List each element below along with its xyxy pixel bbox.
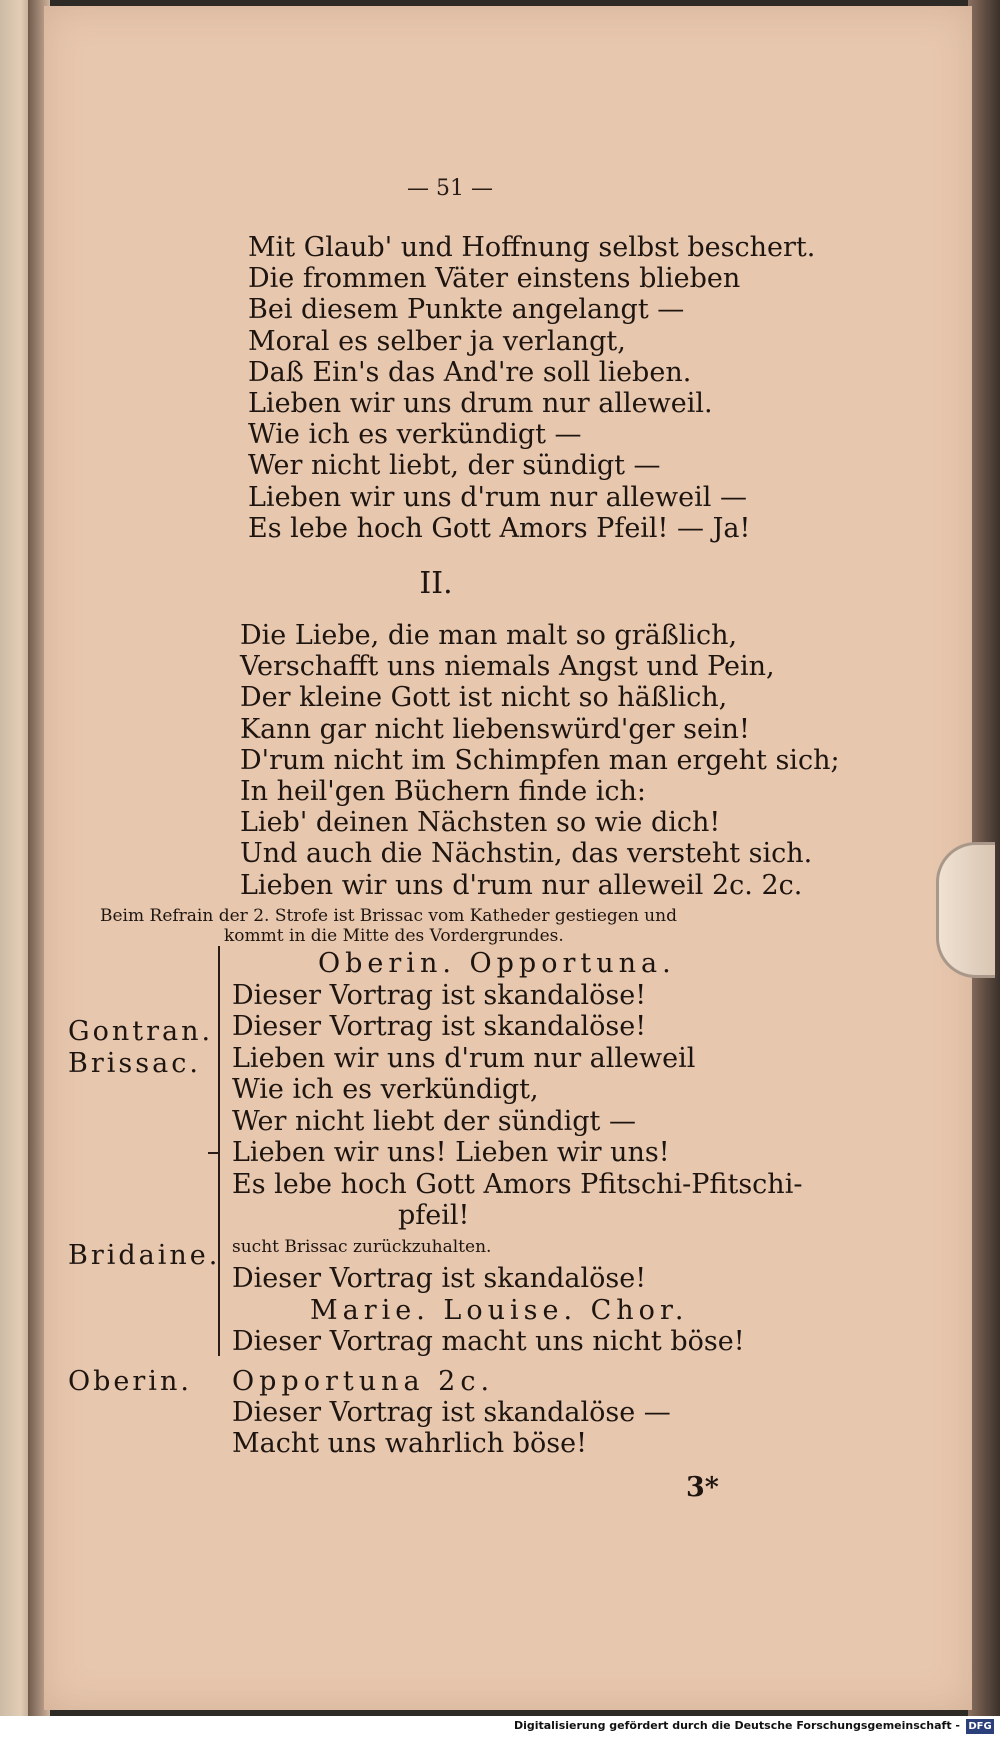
verse-line: Dieser Vortrag ist skandalöse —: [232, 1397, 671, 1429]
verse-line: Kann gar nicht liebenswürd'ger sein!: [240, 713, 750, 745]
verse-line: Dieser Vortrag ist skandalöse!: [232, 1263, 647, 1294]
verse-line: Mit Glaub' und Hoffnung selbst beschert.: [248, 232, 816, 263]
direction-line: kommt in die Mitte des Vordergrundes.: [224, 926, 564, 946]
page-number: — 51 —: [407, 176, 493, 201]
verse-line: Die frommen Väter einstens blieben: [248, 263, 741, 295]
verse-line: D'rum nicht im Schimpfen man ergeht sich;: [240, 744, 840, 776]
verse-line: Die Liebe, die man malt so gräßlich,: [240, 620, 738, 651]
verse-line: Und auch die Nächstin, das versteht sich.: [240, 838, 813, 870]
stanza-2: [240, 620, 840, 901]
verse-line: In heil'gen Büchern finde ich:: [240, 775, 647, 807]
verse-line: Wie ich es verkündigt —: [248, 419, 582, 451]
verse-line: Lieben wir uns d'rum nur alleweil 2c. 2c.: [240, 869, 803, 901]
footer-credit: Digitalisierung gefördert durch die Deutsche Forschungsgemeinschaft -: [513, 1719, 960, 1732]
verse-line: Es lebe hoch Gott Amors Pfeil! — Ja!: [248, 512, 751, 544]
speaker-bridaine: Bridaine.: [68, 1240, 221, 1271]
stanza-heading: II.: [419, 566, 453, 601]
verse-line: Wer nicht liebt der sündigt —: [232, 1105, 636, 1137]
stanza-1: [248, 232, 815, 544]
stage-direction-inline: sucht Brissac zurückzuhalten.: [232, 1236, 492, 1257]
verse-line: Lieben wir uns d'rum nur alleweil: [232, 1042, 696, 1074]
verse-line: Macht uns wahrlich böse!: [232, 1428, 587, 1460]
speaker-brissac: Brissac.: [68, 1048, 201, 1079]
speaker-gontran: Gontran.: [68, 1016, 214, 1047]
verse-line: Wie ich es verkündigt,: [232, 1074, 539, 1105]
verse-line: pfeil!: [398, 1200, 470, 1231]
dfg-logo-icon: DFG: [966, 1719, 994, 1734]
verse-line: Wer nicht liebt, der sündigt —: [248, 450, 661, 482]
verse-line: Moral es selber ja verlangt,: [248, 325, 626, 357]
sheet-signature: 3*: [686, 1472, 719, 1503]
verse-line: Es lebe hoch Gott Amors Pfitschi-Pfitschi-: [232, 1168, 803, 1200]
verse-line: Lieben wir uns d'rum nur alleweil —: [248, 481, 747, 513]
verse-line: Lieb' deinen Nächsten so wie dich!: [240, 807, 721, 839]
verse-line: Lieben wir uns drum nur alleweil.: [248, 387, 713, 419]
verse-line: Verschafft uns niemals Angst und Pein,: [240, 651, 775, 683]
verse-line: Daß Ein's das And're soll lieben.: [248, 356, 692, 388]
speaker-oberin: Oberin.: [68, 1366, 192, 1397]
ensemble-header: Oberin. Opportuna.: [318, 948, 676, 979]
verse-line: Dieser Vortrag macht uns nicht böse!: [232, 1326, 745, 1357]
ensemble-brace-point: [208, 1152, 220, 1154]
verse-line: Dieser Vortrag ist skandalöse!: [232, 1011, 647, 1042]
stage-direction: [100, 906, 677, 946]
ensemble-block: [232, 948, 802, 1358]
direction-line: Beim Refrain der 2. Strofe ist Brissac vom Katheder gestiegen und: [100, 906, 677, 926]
ensemble-header: Marie. Louise. Chor.: [310, 1294, 689, 1326]
paper-clip: [936, 842, 995, 978]
verse-line: Bei diesem Punkte angelangt —: [248, 294, 685, 326]
verse-line: Der kleine Gott ist nicht so häßlich,: [240, 682, 728, 714]
final-cue: Opportuna 2c.: [232, 1366, 495, 1397]
verse-line: Lieben wir uns! Lieben wir uns!: [232, 1137, 670, 1168]
final-block: [232, 1366, 671, 1460]
verse-line: Dieser Vortrag ist skandalöse!: [232, 979, 647, 1011]
